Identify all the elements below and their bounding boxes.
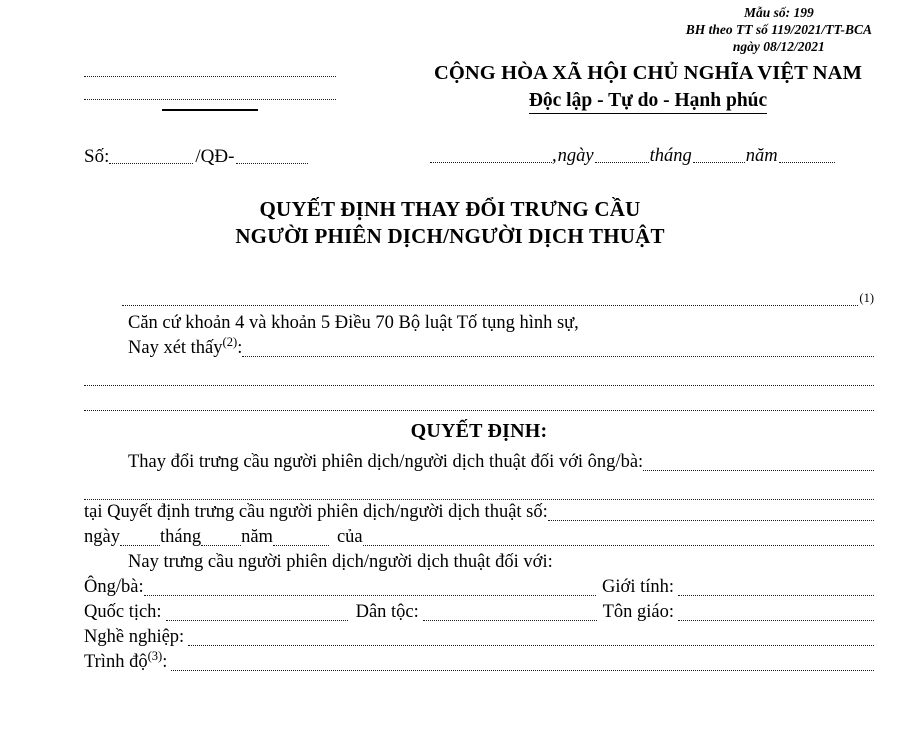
- consideration-continuation-blank-2[interactable]: [84, 410, 874, 411]
- ngay-label: ngày: [557, 146, 594, 166]
- qd-suffix-blank[interactable]: [236, 163, 308, 164]
- consideration-label: [84, 336, 242, 361]
- place-comma: ,: [552, 146, 557, 166]
- trinh-do-label: [84, 650, 167, 675]
- ton-giao-blank[interactable]: [678, 620, 874, 621]
- trinh-do-label-text: Trình độ: [84, 652, 148, 672]
- form-code-line-3: ngày 08/12/2021: [732, 39, 825, 54]
- thang-label: tháng: [649, 146, 692, 166]
- year-blank[interactable]: [779, 162, 835, 163]
- quoc-tich-label: Quốc tịch:: [84, 602, 162, 622]
- place-date-row: [430, 146, 848, 167]
- consideration-blank[interactable]: [242, 356, 874, 357]
- form-code-line-1: Mẫu số: 199: [743, 5, 814, 20]
- original-ngay-label: ngày: [84, 527, 120, 547]
- decision-heading: QUYẾT ĐỊNH:: [410, 420, 548, 442]
- authority-underline-rule: [162, 109, 258, 111]
- consideration-colon: :: [237, 338, 243, 358]
- trinh-do-colon: :: [162, 652, 168, 672]
- original-day-blank[interactable]: [120, 545, 160, 546]
- new-appointment-intro: Nay trưng cầu người phiên dịch/người dịch thuật đối với:: [128, 552, 553, 572]
- dan-toc-blank[interactable]: [423, 620, 597, 621]
- national-heading-block: [420, 62, 876, 114]
- so-number-blank[interactable]: [109, 163, 193, 164]
- name-gender-row: [84, 575, 874, 600]
- footnote-marker-1: (1): [859, 291, 874, 305]
- replacement-target-blank[interactable]: [643, 470, 874, 471]
- replacement-target-continuation-row: [84, 475, 874, 500]
- original-nam-label: năm: [241, 527, 273, 547]
- subject-authority-row: [84, 286, 874, 311]
- page-title: [0, 196, 900, 250]
- month-blank[interactable]: [693, 162, 745, 163]
- authority-line-2: [84, 99, 336, 100]
- document-number-row: [84, 146, 344, 168]
- original-decision-date-row: [84, 525, 874, 550]
- original-decision-row: [84, 500, 874, 525]
- nationality-ethnicity-religion-row: [84, 600, 874, 625]
- consideration-label-text: Nay xét thấy: [128, 338, 223, 358]
- nghe-nghiep-label: Nghề nghiệp:: [84, 627, 185, 647]
- original-month-blank[interactable]: [201, 545, 241, 546]
- day-blank[interactable]: [595, 162, 649, 163]
- nghe-nghiep-blank[interactable]: [188, 645, 874, 646]
- footnote-marker-3: (3): [147, 648, 163, 663]
- qd-label: /QĐ-: [195, 146, 235, 167]
- legal-basis-text: Căn cứ khoản 4 và khoản 5 Điều 70 Bộ luật Tố tụng hình sự,: [128, 313, 579, 333]
- education-level-row: [84, 650, 874, 675]
- occupation-row: [84, 625, 874, 650]
- national-motto: Độc lập - Tự do - Hạnh phúc: [529, 90, 767, 114]
- consideration-continuation-row-1: [84, 361, 874, 386]
- ong-ba-blank[interactable]: [144, 595, 596, 596]
- footnote-marker-2: (2): [222, 334, 238, 349]
- place-blank[interactable]: [430, 162, 552, 163]
- national-motto-wrap: [420, 90, 876, 114]
- original-year-blank[interactable]: [273, 545, 329, 546]
- original-issuer-label: của: [336, 527, 363, 547]
- national-name: CỘNG HÒA XÃ HỘI CHỦ NGHĨA VIỆT NAM: [433, 62, 863, 84]
- page-title-line-2: NGƯỜI PHIÊN DỊCH/NGƯỜI DỊCH THUẬT: [235, 224, 665, 248]
- nam-label: năm: [745, 146, 778, 166]
- gioi-tinh-label: Giới tính:: [602, 577, 674, 597]
- gioi-tinh-blank[interactable]: [678, 595, 874, 596]
- issuing-authority-block: [84, 62, 336, 111]
- form-code-line-2: BH theo TT số 119/2021/TT-BCA: [685, 22, 872, 37]
- page-title-line-1: QUYẾT ĐỊNH THAY ĐỔI TRƯNG CẦU: [259, 197, 641, 221]
- so-label: Số:: [84, 146, 110, 167]
- form-code-block: [686, 4, 872, 55]
- ton-giao-label: Tôn giáo:: [602, 602, 674, 622]
- original-issuer-blank[interactable]: [363, 545, 874, 546]
- original-thang-label: tháng: [159, 527, 202, 547]
- authority-line-1: [84, 76, 336, 77]
- replacement-target-label: Thay đổi trưng cầu người phiên dịch/người dịch thuật đối với ông/bà:: [128, 452, 644, 472]
- subject-authority-blank[interactable]: [122, 305, 858, 306]
- document-body: [84, 286, 874, 675]
- consideration-continuation-row-2: [84, 386, 874, 411]
- replacement-target-row: [84, 450, 874, 475]
- ong-ba-label: Ông/bà:: [84, 577, 144, 597]
- trinh-do-blank[interactable]: [171, 670, 874, 671]
- consideration-row: [84, 336, 874, 361]
- document-header: [0, 62, 900, 177]
- original-decision-label: tại Quyết định trưng cầu người phiên dịch/người dịch thuật số:: [84, 502, 548, 522]
- consideration-continuation-blank-1[interactable]: [84, 385, 874, 386]
- original-decision-number-blank[interactable]: [548, 520, 874, 521]
- dan-toc-label: Dân tộc:: [355, 602, 419, 622]
- quoc-tich-blank[interactable]: [166, 620, 348, 621]
